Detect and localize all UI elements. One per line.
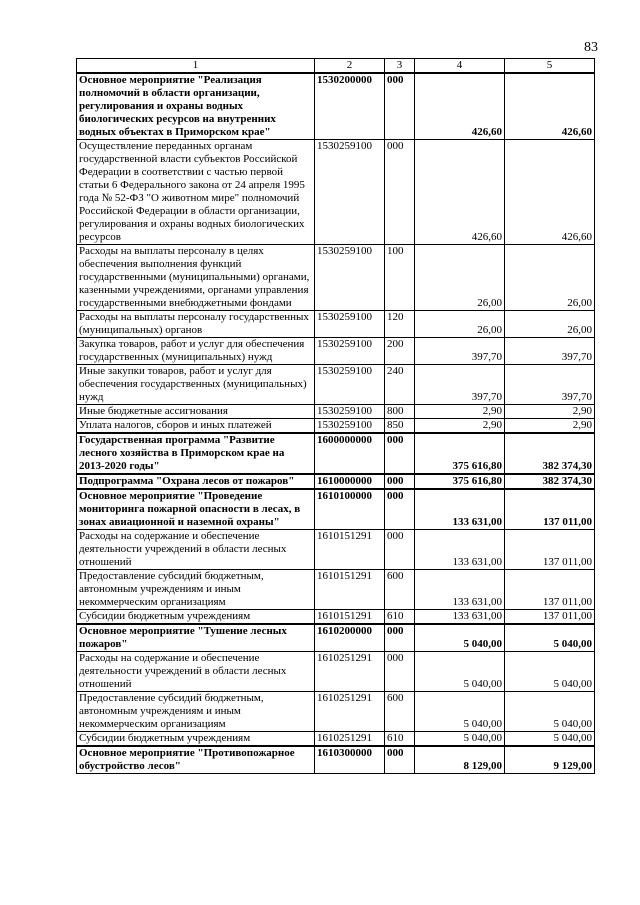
header-col-3: 3: [385, 59, 415, 74]
table-row: [77, 624, 595, 652]
row-type: 800: [385, 405, 415, 419]
row-name: Основное мероприятие "Противопожарное обустройство лесов": [77, 746, 315, 774]
row-name: Предоставление субсидий бюджетным, автономным учреждениям и иным некоммерческим организациям: [77, 692, 315, 732]
row-code: 1610100000: [315, 489, 385, 530]
row-name: Уплата налогов, сборов и иных платежей: [77, 419, 315, 434]
row-name: Государственная программа "Развитие лесного хозяйства в Приморском крае на 2013-2020 годы": [77, 433, 315, 474]
row-code: 1610300000: [315, 746, 385, 774]
row-value-1: 133 631,00: [415, 530, 505, 570]
row-code: 1530259100: [315, 338, 385, 365]
row-type: 600: [385, 692, 415, 732]
row-name: Предоставление субсидий бюджетным, автономным учреждениям и иным некоммерческим организациям: [77, 570, 315, 610]
row-code: 1610151291: [315, 570, 385, 610]
table-row: [77, 474, 595, 489]
row-type: 000: [385, 530, 415, 570]
row-type: 000: [385, 433, 415, 474]
row-code: 1610251291: [315, 652, 385, 692]
row-value-1: 375 616,80: [415, 474, 505, 489]
row-value-2: 137 011,00: [505, 530, 595, 570]
row-value-2: 9 129,00: [505, 746, 595, 774]
row-name: Иные закупки товаров, работ и услуг для обеспечения государственных (муниципальных) нужд: [77, 365, 315, 405]
row-value-2: 382 374,30: [505, 474, 595, 489]
row-value-2: 2,90: [505, 419, 595, 434]
row-value-1: 426,60: [415, 73, 505, 140]
table-row: [77, 338, 595, 365]
table-row: [77, 570, 595, 610]
row-value-2: 382 374,30: [505, 433, 595, 474]
row-type: 610: [385, 732, 415, 747]
row-value-1: 2,90: [415, 419, 505, 434]
row-value-2: 137 011,00: [505, 570, 595, 610]
page-number: 83: [584, 40, 598, 55]
row-code: 1530259100: [315, 405, 385, 419]
row-value-1: 397,70: [415, 365, 505, 405]
row-value-1: 426,60: [415, 140, 505, 245]
row-value-2: 397,70: [505, 365, 595, 405]
row-code: 1610151291: [315, 610, 385, 625]
row-code: 1610200000: [315, 624, 385, 652]
row-code: 1610151291: [315, 530, 385, 570]
row-value-1: 5 040,00: [415, 692, 505, 732]
table-row: [77, 405, 595, 419]
budget-table: [76, 58, 595, 774]
table-row: [77, 652, 595, 692]
row-name: Подпрограмма "Охрана лесов от пожаров": [77, 474, 315, 489]
row-code: 1610000000: [315, 474, 385, 489]
row-code: 1530259100: [315, 245, 385, 311]
table-body: [77, 73, 595, 774]
row-value-2: 426,60: [505, 140, 595, 245]
row-name: Основное мероприятие "Тушение лесных пожаров": [77, 624, 315, 652]
row-value-1: 26,00: [415, 245, 505, 311]
table-row: [77, 73, 595, 140]
table-row: [77, 419, 595, 434]
row-value-1: 26,00: [415, 311, 505, 338]
table-row: [77, 433, 595, 474]
row-value-2: 2,90: [505, 405, 595, 419]
row-value-2: 26,00: [505, 245, 595, 311]
row-type: 000: [385, 746, 415, 774]
row-value-2: 5 040,00: [505, 652, 595, 692]
row-type: 100: [385, 245, 415, 311]
row-type: 610: [385, 610, 415, 625]
row-value-2: 426,60: [505, 73, 595, 140]
row-value-1: 133 631,00: [415, 489, 505, 530]
row-type: 600: [385, 570, 415, 610]
table-row: [77, 489, 595, 530]
row-code: 1530259100: [315, 311, 385, 338]
row-value-2: 26,00: [505, 311, 595, 338]
row-type: 850: [385, 419, 415, 434]
row-value-1: 2,90: [415, 405, 505, 419]
row-name: Расходы на выплаты персоналу государственных (муниципальных) органов: [77, 311, 315, 338]
row-name: Основное мероприятие "Реализация полномочий в области организации, регулирования и охраны водных биологических ресурсов на внутренних водных объектах в Приморском крае": [77, 73, 315, 140]
row-value-1: 5 040,00: [415, 732, 505, 747]
row-type: 000: [385, 73, 415, 140]
row-value-1: 375 616,80: [415, 433, 505, 474]
row-type: 120: [385, 311, 415, 338]
row-value-1: 5 040,00: [415, 652, 505, 692]
row-value-2: 5 040,00: [505, 692, 595, 732]
row-name: Субсидии бюджетным учреждениям: [77, 732, 315, 747]
header-col-1: 1: [77, 59, 315, 74]
table-row: [77, 610, 595, 625]
row-type: 000: [385, 474, 415, 489]
table-row: [77, 365, 595, 405]
table-row: [77, 140, 595, 245]
row-name: Расходы на выплаты персоналу в целях обеспечения выполнения функций государственными (муниципальными) органами, казенными учреждениями, органами управления государственными внебюджетными фондами: [77, 245, 315, 311]
table-row: [77, 530, 595, 570]
header-col-4: 4: [415, 59, 505, 74]
row-name: Субсидии бюджетным учреждениям: [77, 610, 315, 625]
row-value-2: 137 011,00: [505, 489, 595, 530]
header-col-2: 2: [315, 59, 385, 74]
table-row: [77, 732, 595, 747]
table-header-row: [77, 59, 595, 74]
row-value-2: 5 040,00: [505, 732, 595, 747]
row-code: 1530200000: [315, 73, 385, 140]
table-row: [77, 692, 595, 732]
row-value-2: 137 011,00: [505, 610, 595, 625]
row-value-2: 397,70: [505, 338, 595, 365]
row-value-1: 133 631,00: [415, 610, 505, 625]
row-type: 000: [385, 140, 415, 245]
row-name: Расходы на содержание и обеспечение деятельности учреждений в области лесных отношений: [77, 652, 315, 692]
table-row: [77, 245, 595, 311]
row-type: 200: [385, 338, 415, 365]
row-code: 1610251291: [315, 732, 385, 747]
row-code: 1600000000: [315, 433, 385, 474]
row-value-1: 5 040,00: [415, 624, 505, 652]
row-value-1: 397,70: [415, 338, 505, 365]
row-value-1: 8 129,00: [415, 746, 505, 774]
header-col-5: 5: [505, 59, 595, 74]
row-name: Основное мероприятие "Проведение мониторинга пожарной опасности в лесах, в зонах авиационной и наземной охраны": [77, 489, 315, 530]
row-type: 240: [385, 365, 415, 405]
row-type: 000: [385, 489, 415, 530]
row-code: 1530259100: [315, 419, 385, 434]
row-name: Осуществление переданных органам государственной власти субъектов Российской Федерации в соответствии с частью первой статьи 6 Федерального закона от 24 апреля 1995 года № 52-ФЗ "О животном мире" полномочий Российской Федерации в области организации, регулирования и охраны водных биологических ресурсов: [77, 140, 315, 245]
row-type: 000: [385, 624, 415, 652]
row-code: 1530259100: [315, 140, 385, 245]
row-type: 000: [385, 652, 415, 692]
row-name: Иные бюджетные ассигнования: [77, 405, 315, 419]
table-row: [77, 311, 595, 338]
row-name: Расходы на содержание и обеспечение деятельности учреждений в области лесных отношений: [77, 530, 315, 570]
row-value-1: 133 631,00: [415, 570, 505, 610]
row-code: 1530259100: [315, 365, 385, 405]
row-value-2: 5 040,00: [505, 624, 595, 652]
row-name: Закупка товаров, работ и услуг для обеспечения государственных (муниципальных) нужд: [77, 338, 315, 365]
row-code: 1610251291: [315, 692, 385, 732]
table-row: [77, 746, 595, 774]
